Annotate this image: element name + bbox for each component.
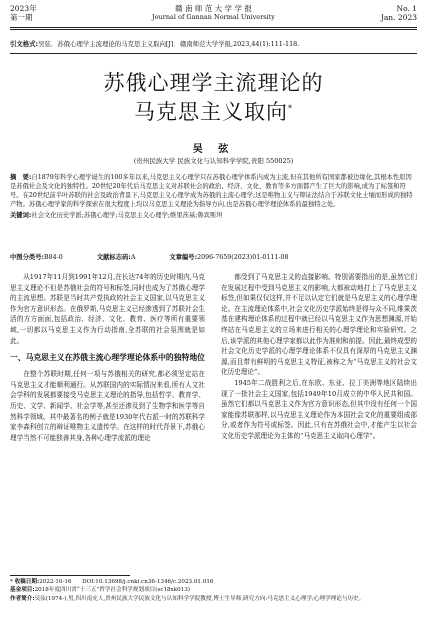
article-title	[0, 70, 427, 125]
footnotes: * 收稿日期:2022-10-16 DOI:10.13698/j.cnki.cn36-1346/c.2023.01.016 基金项目:2018年度四川省“十三五”哲学社会科学规划项目(sc18xk013) 作者简介:吴弦(1974-),男,四川南充人,贵州民族大学民族文化与认知科学学院教授,博士生导师,研究方向:马克思主义心理学;心理学理论与历史。	[10, 579, 365, 602]
header-date: Jan. 2023	[380, 13, 417, 22]
header-issue: 第一期	[10, 13, 33, 22]
body-paragraph: 1945年二战胜利之后,在东欧、东亚、拉丁美洲等地区陆续出现了一批社会主义国家,包括1949年10月成立的中华人民共和国。虽然它们都以马克思主义作为官方意识形态,但其中没有任何一个国家能像苏联那样,以马克思主义理论作为本国社会文化的重要组成部分,或者作为符号或标签。因此,只有在苏俄社会中,才能产生以社会文化历史学派理论为主体的“马克思主义取向心理学”。	[221, 378, 417, 440]
body-column-right	[221, 272, 417, 442]
footnote-rule	[10, 575, 130, 576]
page-header	[10, 4, 417, 26]
journal-name-en: Journal of Gannan Normal University	[152, 13, 275, 21]
title-footnote-mark: *	[288, 104, 293, 113]
bio-label: 作者简介:	[10, 595, 35, 602]
abstract-text: 自1879年科学心理学诞生的100多年以来,马克思主义心理学只在苏俄心理学体系内成为主流,但在其他所有国家都被边缘化,其根本性原因是苏俄社会及文化的独特性。20世纪20年代后马克思主义对苏联社会的政治、经济、文化、教育等多方面都产生了巨大的影响,成为了标签和符号。在20世纪前半叶苏联的社会及政治背景下,马克思主义心理学成为苏俄的主流心理学;这是唯物主义与辩证法结合于苏联文化土壤而形成的独特产物。苏俄心理学家的科学探索在很大程度上均以马克思主义理论为指导方向,也是苏俄心理学理论体系的最独特之处。	[10, 174, 413, 209]
citation-text: 吴弦．苏俄心理学主流理论的马克思主义取向[J]．赣南师范大学学报,2023,44(1):111-118.	[38, 40, 300, 48]
abstract	[10, 173, 417, 220]
title-line-1: 苏俄心理学主流理论的	[103, 71, 324, 95]
journal-name-cn: 赣 南 师 范 大 学 学 报	[175, 4, 252, 13]
received-label: 收稿日期:	[14, 579, 40, 585]
fund-text: 2018年度四川省“十三五”哲学社会科学规划项目(sc18xk013)	[34, 587, 190, 594]
keywords-text: 社会文化历史学派;苏俄心理学;马克思主义心理学;维果茨基;鲁宾斯坦	[31, 212, 223, 220]
keywords-label: 关键词:	[10, 212, 32, 220]
article-id-label: 文章编号:	[169, 254, 198, 261]
title-line-2: 马克思主义取向	[134, 100, 288, 124]
header-rule-1	[10, 27, 417, 28]
bio-text: 吴弦(1974-),男,四川南充人,贵州民族大学民族文化与认知科学学院教授,博士生导师,研究方向:马克思主义心理学;心理学理论与历史。	[34, 595, 365, 602]
body-paragraph: 从1917年11月到1991年12月,在长达74年的历史时期内,马克思主义理论不但是苏俄社会的符号和标签,同时也成为了苏俄心理学的主流思想。苏联是当时共产党执政的社会主义国家,以马克思主义作为官方意识形态。在俄罗斯,马克思主义已经渗透到了苏联社会生活的方方面面,包括政治、经济、文化、教育、医疗等所有重要领域,一切都以马克思主义作为行动指南,全苏联的社会氛围就是如此。	[10, 273, 205, 345]
author-affiliation: (贵州民族大学 民族文化与认知科学学院,贵阳 550025)	[133, 157, 294, 165]
citation-rule	[10, 53, 417, 54]
doc-code-value: A	[130, 254, 136, 261]
header-number: No. 1	[396, 4, 417, 13]
header-year: 2023年	[10, 4, 37, 13]
abstract-label: 摘 要:	[10, 174, 32, 181]
header-right	[381, 4, 417, 22]
doc-code-label: 文献标志码:	[96, 254, 131, 261]
body-column-left	[10, 272, 205, 443]
author-name: 吴 弦	[192, 144, 235, 155]
doi: DOI:10.13698/j.cnki.cn36-1346/c.2023.01.016	[82, 579, 214, 585]
citation-label: 引文格式:	[10, 40, 39, 48]
citation-format	[10, 40, 417, 49]
body-paragraph: 在整个苏联时期,任何一项与苏俄相关的研究,都必须坚定站在马克思主义才能顺利通行。从苏联国内的实际情况来看,所有人文社会学科的发展都要接受马克思主义理论的指导,包括哲学、教育学、历史、文学、新闻学、社会学等,甚至还渗及到了生物学和医学等自然科学领域。其中最著名的例子就是1930年代右派一时的苏联科学家李森科创立的辩证唯物主义遗传学。在这样的时代背景下,苏俄心理学当然不可能独善其身,各种心理学流派的理论	[10, 370, 205, 442]
article-id-value: 2096-7659(2023)01-0111-08	[197, 254, 289, 261]
received-date: 2022-10-16	[39, 579, 72, 585]
section-heading: 一、马克思主义在苏俄主流心理学理论体系中的独特地位	[10, 353, 205, 363]
header-center	[10, 4, 417, 22]
clc-label: 中图分类号:	[10, 254, 45, 261]
article-meta	[10, 253, 417, 262]
clc-value: B84-0	[44, 254, 63, 261]
fund-label: 基金项目:	[10, 587, 35, 594]
body-paragraph: 都受到了马克思主义的直接影响。特别需要指出的是,虽然它们在发展过程中受到马克思主义的影响,大都被动地打上了马克思主义标签,但如果仅仅这样,并不足以认定它们就是马克思主义的心理学理论。在主流理论体系中,社会文化历史学派始终是得与众不同,维果茨基在建构理论体系的过程中就已经以马克思主义作为思想渊源,并始终站在马克思主义的立场来进行相关的心理学理论和实验研究。之后,该学派的其他心理学家都以此作为准则和前提。因此,最终成型的社会文化历史学派的心理学理论体系不仅具有深厚的马克思主义渊源,而且带有鲜明的马克思主义特征,被称之为“马克思主义的社会文化历史理论”。	[221, 273, 417, 377]
header-rule-2	[10, 29, 417, 30]
